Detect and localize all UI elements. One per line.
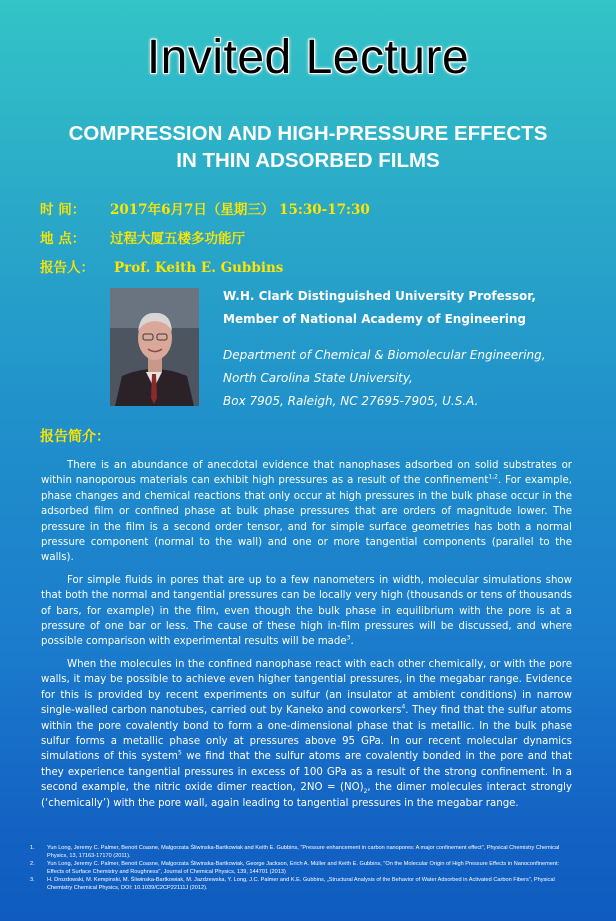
bio-membership: Member of National Academy of Engineering [223, 312, 527, 326]
invited-lecture-heading: Invited Lecture [146, 31, 470, 84]
place-row [40, 227, 245, 247]
bio-title: W.H. Clark Distinguished University Professor, [223, 289, 536, 303]
abstract-paragraph-2: For simple fluids in pores that are up to a few nanometers in width, molecular simulations show that both the normal and tangential pressures can be locally very high (thousands or tens of thousands of bars, for example) in the film, even though the bulk phase in equilibrium with the pore is at a pressure of one bar or less. The cause of these high in-film pressures will be discussed, and where possible comparison with experimental results will be made$^3$. [41, 574, 572, 648]
reference-item: 3. H. Drozdowski, M. Kempinski, M. Śliwinska-Bartkowiak, M. Jazdzewska, Y. Long, J.C. Palmer and K.E. Gubbins, „Structural Analysis of the Behavior of Water Adsorbed in Activated Carbon Fibers", Physical Chemistry Chemical Physics, DOI: 10.1039/C2CP22111J (2012). [30, 877, 555, 891]
speaker-photo [110, 288, 199, 406]
speaker-row [40, 256, 283, 276]
place-label: 地 点： [40, 231, 86, 247]
abstract-body [41, 458, 572, 818]
time-label: 时 间： [40, 202, 86, 218]
speaker-label: 报告人： [40, 260, 94, 276]
references-list [30, 845, 575, 894]
bio-department: Department of Chemical & Biomolecular Engineering, [223, 348, 546, 362]
lecture-title [10, 120, 606, 174]
abstract-paragraph-3: When the molecules in the confined nanophase react with each other chemically, or with the pore walls, it may be possible to achieve even higher tangential pressures, in the megabar range. Evidence for this is provided by recent experiments on sulfur (an insulator at ambient conditions) in narrow single-walled carbon nanotubes, carried out by Kaneko and coworkers$^4$. They find that the sulfur atoms within the pore covalently bond to form a one-dimensional phase that is metallic. In the bulk phase sulfur forms a metallic phase only at pressures above 95 GPa. In our recent molecular dynamics simulations of this system$^5$ we find that the sulfur atoms are covalently bonded in the pore and that they experience tangential pressures in excess of 100 GPa as a result of the strong confinement. In a second example, the nitric oxide dimer reaction, $2NO = (NO)_2$, the dimer molecules interact strongly (‘chemically’) with the pore wall, again leading to tangential pressures in the megabar range. [41, 658, 573, 809]
abstract-paragraph-1: There is an abundance of anecdotal evidence that nanophases adsorbed on solid substrates or within nanoporous materials can exhibit high pressures as a result of the confinement$^{1,2}$. For example, phase changes and chemical reactions that only occur at high pressures in the bulk phase occur in the adsorbed film or confined phase at bulk phase pressures that are orders of magnitude lower. The pressure in the film is a second order tensor, and for simple surface geometries has both a normal pressure component (normal to the wall) and one or more tangential components (parallel to the walls). [41, 460, 572, 564]
bio-university: North Carolina State University, [223, 371, 413, 385]
time-value: 2017年6月7日（星期三） 15:30-17:30 [110, 202, 370, 218]
reference-item: 2. Yun Long, Jeremy C. Palmer, Benoit Coasne, Malgorzata Śliwinska-Bartkowiak, George Jackson, Erich A. Müller and Keith E. Gubbins, "On the Molecular Origin of High Pressure Effects in Nanoconfinement: Effects of Surface Chemistry and Roughness", Journal of Chemical Physics, 139, 144701 (2013) [30, 861, 560, 875]
lecture-title-line1: COMPRESSION AND HIGH-PRESSURE EFFECTS [68, 122, 548, 145]
reference-item: 1. Yun Long, Jeremy C. Palmer, Benoit Coasne, Malgorzata Śliwinska-Bartkowiak and Keith E. Gubbins, "Pressure enhancement in carbon nanopores: A major confinement effect", Physical Chemistry Chemical Physics, 13, 17163-17170 (2011). [30, 845, 560, 859]
place-value: 过程大厦五楼多功能厅 [110, 231, 245, 247]
lecture-title-line2: IN THIN ADSORBED FILMS [176, 149, 440, 172]
time-row [40, 198, 370, 218]
abstract-heading: 报告简介： [40, 429, 110, 445]
speaker-portrait-image [110, 288, 199, 406]
bio-address: Box 7905, Raleigh, NC 27695-7905, U.S.A. [223, 394, 479, 408]
speaker-name: Prof. Keith E. Gubbins [114, 260, 284, 276]
